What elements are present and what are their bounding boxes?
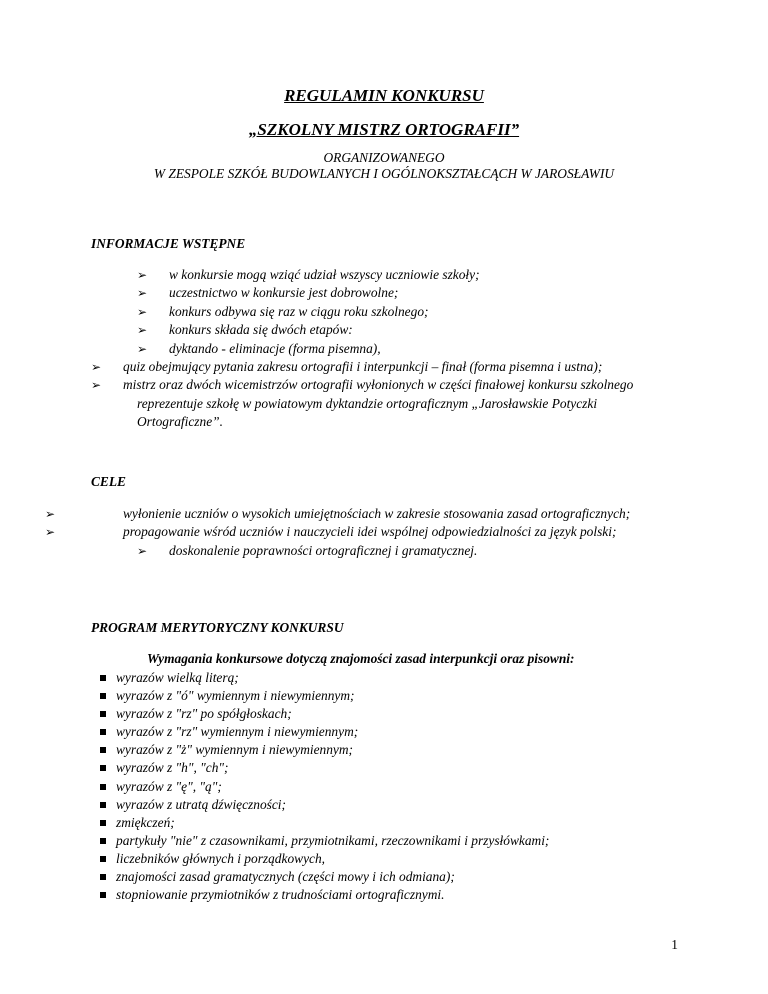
list-item: liczebników głównych i porządkowych, [100,850,549,868]
square-bullet-icon [100,693,106,699]
square-bullet-icon [100,838,106,844]
list-item: ➢ w konkursie mogą wziąć udział wszyscy uczniowie szkoły; [137,266,667,284]
square-bullet-icon [100,802,106,808]
arrow-bullet-icon: ➢ [137,543,148,558]
square-bullet-icon [100,820,106,826]
square-bullet-icon [100,747,106,753]
square-bullet-icon [100,765,106,771]
arrow-bullet-icon: ➢ [137,268,148,282]
organizer-line-2: W ZESPOLE SZKÓŁ BUDOWLANYCH I OGÓLNOKSZTAŁCĄCH W JAROSŁAWIU [153,166,615,181]
arrow-bullet-icon: ➢ [45,507,56,521]
info-list [91,266,667,432]
arrow-bullet-icon: ➢ [91,378,102,393]
program-intro: Wymagania konkursowe dotyczą znajomości zasad interpunkcji oraz pisowni: [147,651,575,666]
list-item: partykuły "nie" z czasownikami, przymiotnikami, rzeczownikami i przysłówkami; [100,832,549,850]
arrow-bullet-icon: ➢ [137,304,148,319]
arrow-bullet-icon: ➢ [137,341,148,356]
list-item: wyrazów wielką literą; [100,669,549,687]
square-bullet-icon [100,892,106,898]
square-bullet-icon [100,784,106,790]
list-item: wyrazów z utratą dźwięczności; [100,796,549,814]
square-bullet-icon [100,874,106,880]
arrow-bullet-icon: ➢ [137,286,148,301]
square-bullet-icon [100,675,106,681]
list-item: ➢ propagowanie wśród uczniów i nauczycieli idei wspólnej odpowiedzialności za język polski; [91,523,667,541]
list-item: ➢ dyktando - eliminacje (forma pisemna), [137,340,667,358]
page-number: 1 [671,937,678,952]
list-item: zmiękczeń; [100,814,549,832]
list-item: wyrazów z "h", "ch"; [100,759,549,777]
list-item: ➢ doskonalenie poprawności ortograficznej i gramatycznej. [137,542,667,560]
organizer-line-1: ORGANIZOWANEGO [323,150,445,165]
list-item: wyrazów z "ż" wymiennym i niewymiennym; [100,741,549,759]
square-bullet-icon [100,711,106,717]
square-bullet-icon [100,856,106,862]
goals-list [45,505,667,560]
list-item: wyrazów z "ó" wymiennym i niewymiennym; [100,687,549,705]
section-heading-info: INFORMACJE WSTĘPNE [91,236,246,251]
list-item: ➢ uczestnictwo w konkursie jest dobrowolne; [137,284,667,302]
list-item: stopniowanie przymiotników z trudnościami ortograficznymi. [100,886,549,904]
document-title: REGULAMIN KONKURSU [284,86,484,105]
list-item: wyrazów z "ę", "ą"; [100,778,549,796]
section-heading-program: PROGRAM MERYTORYCZNY KONKURSU [91,620,344,635]
list-item: wyrazów z "rz" po spółgłoskach; [100,705,549,723]
list-item: ➢ konkurs składa się dwóch etapów: [137,321,667,339]
arrow-bullet-icon: ➢ [91,360,102,375]
list-item: ➢ mistrz oraz dwóch wicemistrzów ortografii wyłonionych w części finałowej konkursu szkolnego reprezentuje szkołę w powiatowym dyktandzie ortograficznym „Jarosławskie Potyczki Ortograficzne”. [91,377,634,430]
list-item: ➢ konkurs odbywa się raz w ciągu roku szkolnego; [137,303,667,321]
list-item: znajomości zasad gramatycznych (części mowy i ich odmiana); [100,868,549,886]
list-item: ➢ quiz obejmujący pytania zakresu ortografii i interpunkcji – finał (forma pisemna i ustna); [91,358,667,376]
document-subtitle: „SZKOLNY MISTRZ ORTOGRAFII” [248,120,520,139]
arrow-bullet-icon: ➢ [137,323,148,338]
section-heading-goals: CELE [91,474,126,489]
square-bullet-icon [100,729,106,735]
list-item: ➢ wyłonienie uczniów o wysokich umiejętnościach w zakresie stosowania zasad ortograficznych; [91,505,667,523]
arrow-bullet-icon: ➢ [45,525,56,540]
requirements-list [100,669,549,904]
list-item: wyrazów z "rz" wymiennym i niewymiennym; [100,723,549,741]
